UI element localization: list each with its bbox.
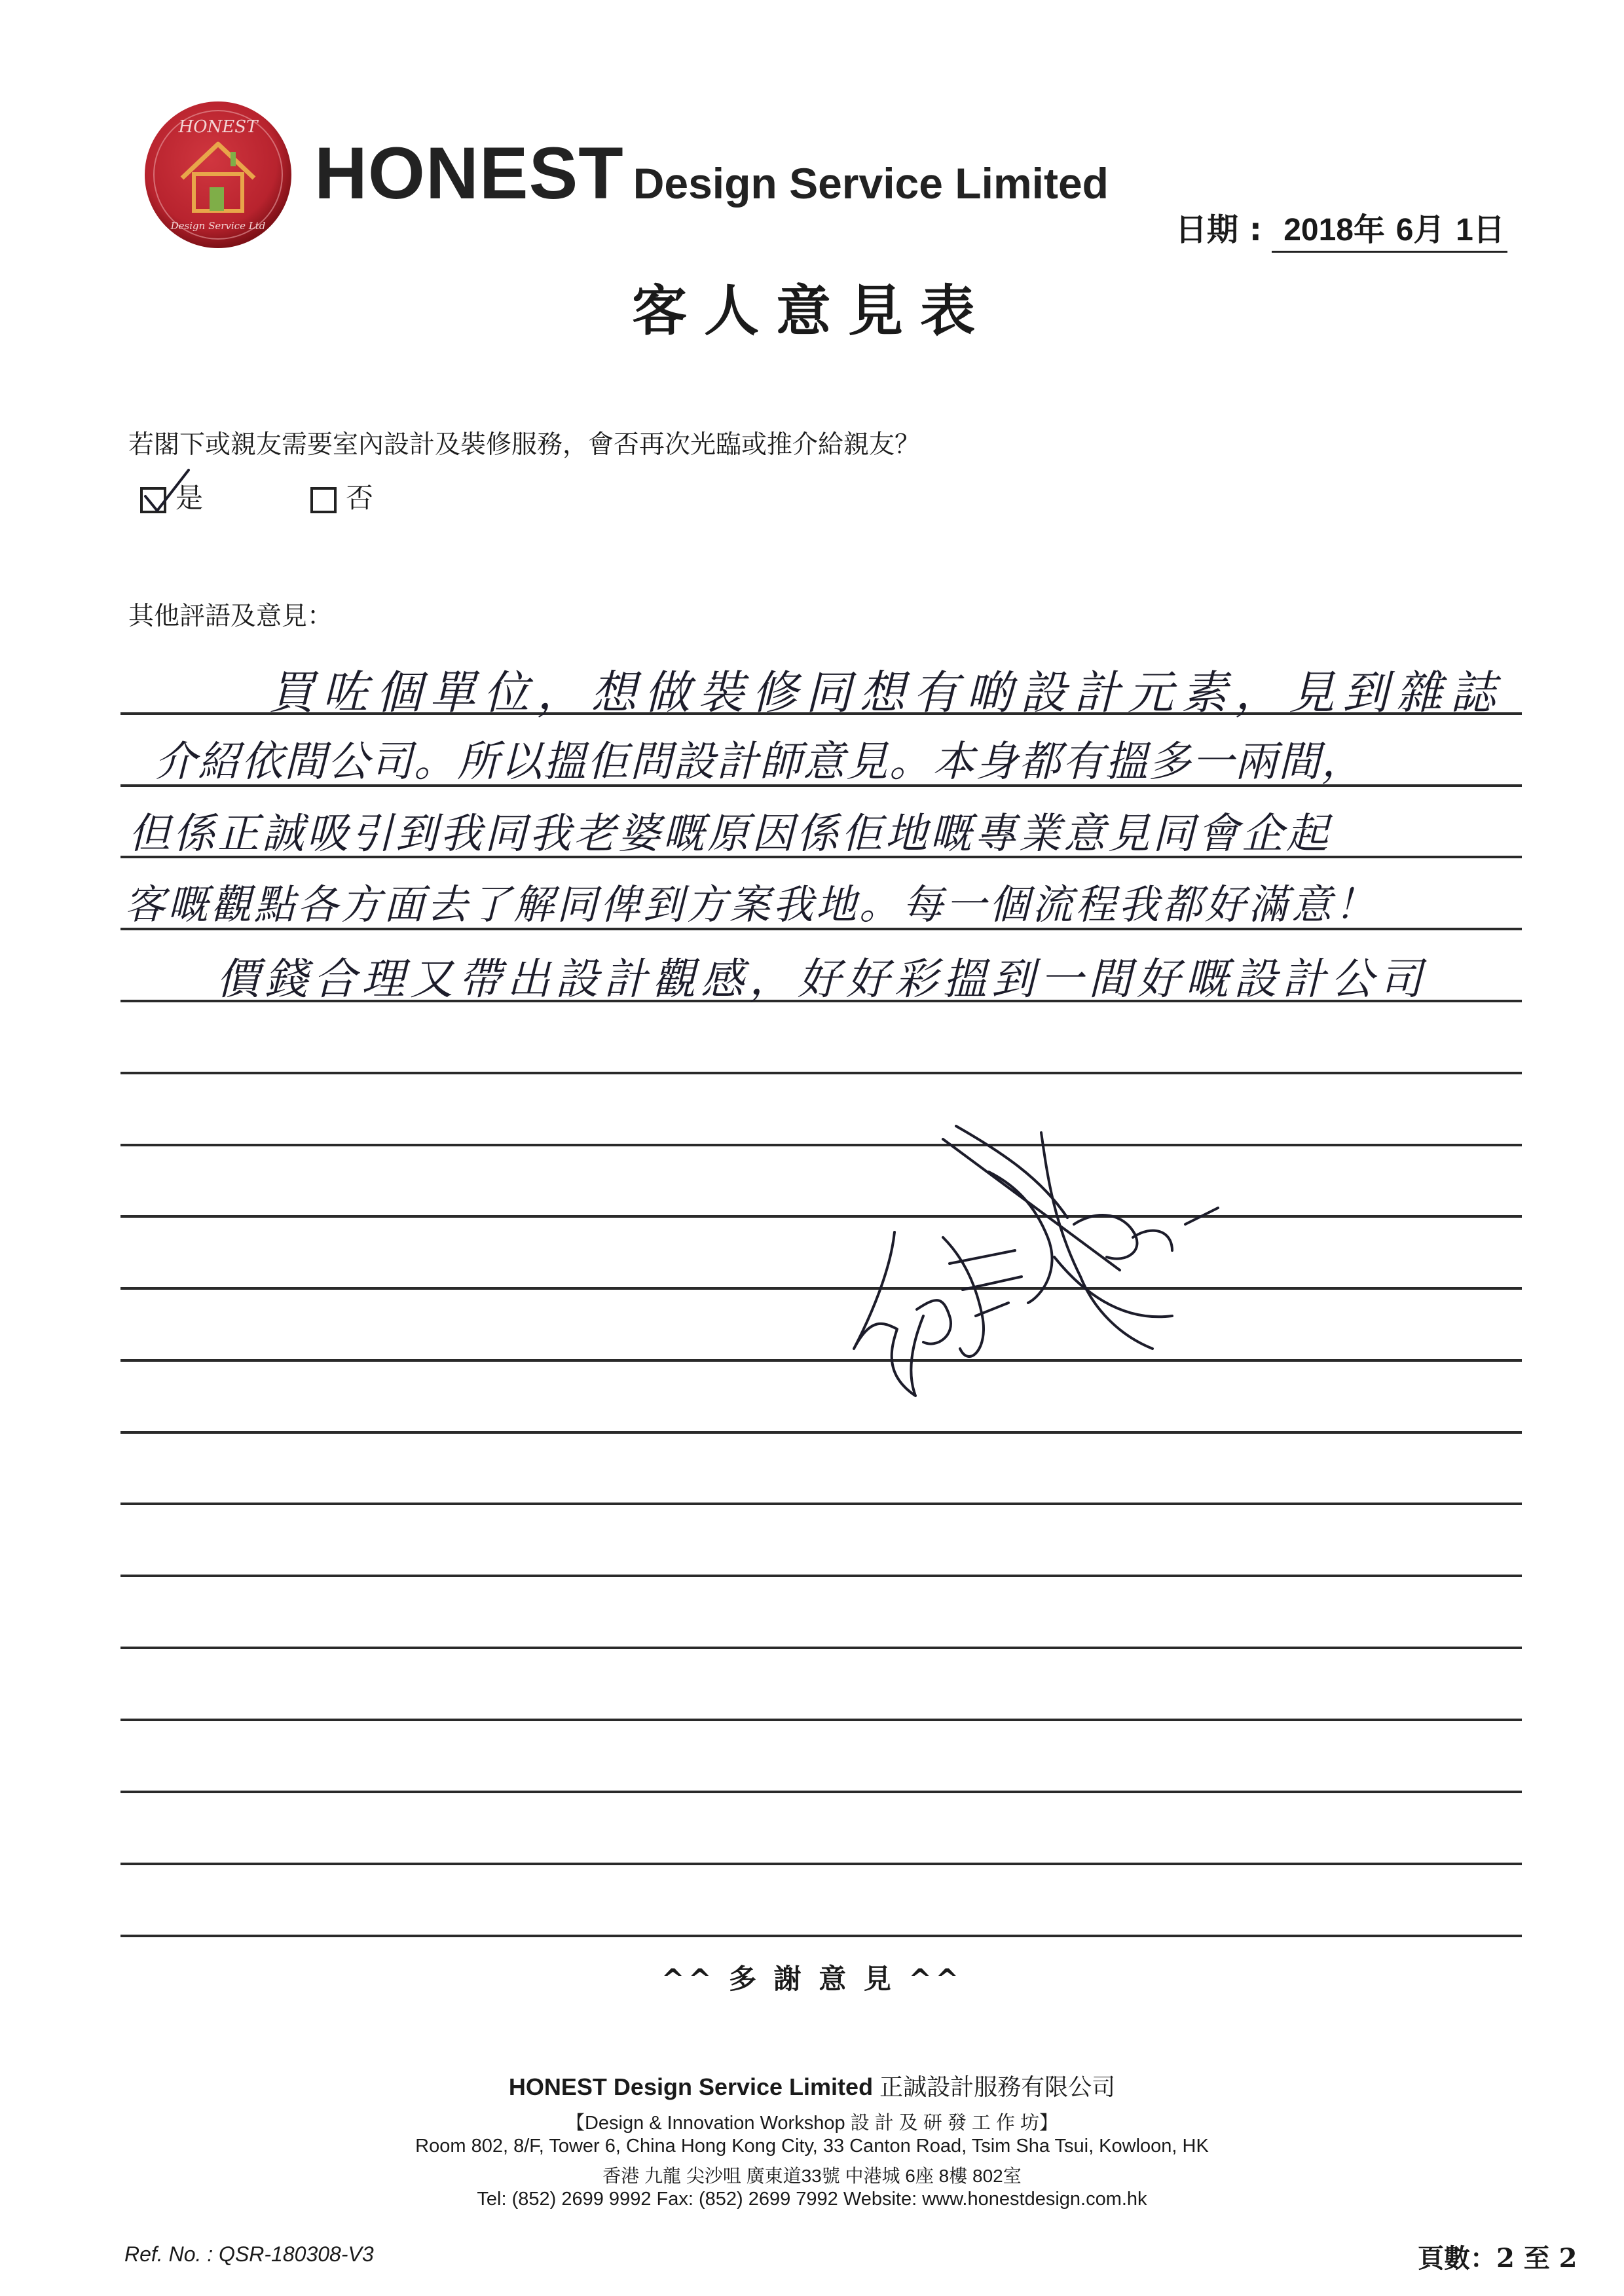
logo-subtext: Design Service Ltd (170, 220, 266, 232)
comment-rule (120, 1359, 1522, 1362)
check-mark-icon (140, 467, 193, 520)
date-year-unit: 年 (1353, 211, 1385, 248)
date-row (1175, 204, 1507, 253)
date-day: 1 (1456, 213, 1473, 247)
comment-rule (120, 1431, 1522, 1434)
date-value (1272, 204, 1507, 253)
form-title: 客人意見表 (631, 278, 992, 343)
option-yes-label: 是 (175, 482, 204, 514)
page-count: 頁數：2 至 2 (1418, 2243, 1578, 2274)
no-checkbox[interactable] (310, 487, 337, 513)
option-no-label: 否 (346, 482, 374, 514)
handwritten-comment-line: 客嘅觀點各方面去了解同俾到方案我地。每一個流程我都好滿意！ (124, 881, 1378, 928)
comment-rule (120, 1215, 1522, 1218)
footer-address-en: Room 802, 8/F, Tower 6, China Hong Kong City, 33 Canton Road, Tsim Sha Tsui, Kowloon, HK (415, 2136, 1209, 2157)
handwritten-comment-line: 但係正誠吸引到我同我老婆嘅原因係佢地嘅專業意見同會企起 (128, 810, 1331, 858)
footer-company (0, 2069, 1624, 2102)
comment-rule (120, 1144, 1522, 1146)
date-month: 6 (1395, 213, 1414, 247)
comment-rule (120, 1719, 1522, 1721)
footer-company-en: HONEST Design Service Limited (508, 2073, 874, 2100)
customer-signature (845, 1100, 1238, 1414)
comment-rule (120, 1791, 1522, 1793)
reference-number: Ref. No. : QSR-180308-V3 (124, 2242, 374, 2266)
footer-address-zh: 香港 九龍 尖沙咀 廣東道33號 中港城 6座 8樓 802室 (602, 2166, 1022, 2186)
company-name-big: HONEST (314, 132, 624, 214)
date-year: 2018 (1283, 213, 1354, 247)
date-day-unit: 日 (1473, 211, 1505, 248)
comment-rule (120, 1863, 1522, 1865)
comment-rule (120, 1575, 1522, 1577)
recommend-question: 若閣下或親友需要室內設計及裝修服務，會否再次光臨或推介給親友？ (128, 430, 921, 460)
handwritten-comment-line: 價錢合理又帶出設計觀感，好好彩搵到一間好嘅設計公司 (216, 954, 1428, 1004)
comments-label: 其他評語及意見： (128, 602, 333, 631)
company-name-small: Design Service Limited (633, 159, 1109, 208)
comment-rule (120, 1072, 1522, 1074)
footer-company-zh: 正誠設計服務有限公司 (879, 2073, 1116, 2100)
footer-workshop: 【Design & Innovation Workshop 設 計 及 研 發 工 作 坊】 (565, 2113, 1059, 2134)
thanks-message: ^^ 多 謝 意 見 ^^ (661, 1963, 963, 1995)
handwritten-comment-line: 介紹依間公司。所以搵佢問設計師意見。本身都有搵多一兩間， (155, 738, 1365, 786)
footer-contact: Tel: (852) 2699 9992 Fax: (852) 2699 7992 Website: www.honestdesign.com.hk (477, 2189, 1147, 2210)
handwritten-comment-line: 買咗個單位，想做裝修同想有啲設計元素，見到雜誌 (268, 666, 1504, 720)
comment-rule (120, 1935, 1522, 1937)
yes-checkbox[interactable] (140, 487, 166, 513)
company-logo-seal (141, 98, 295, 252)
logo-text: HONEST (178, 117, 258, 137)
comment-rule (120, 1647, 1522, 1649)
date-month-unit: 月 (1413, 211, 1445, 248)
option-yes[interactable] (140, 477, 203, 516)
date-label: 日期 : (1175, 211, 1262, 248)
company-name-heading (314, 131, 1109, 215)
option-no[interactable] (310, 477, 373, 516)
comment-rule (120, 1287, 1522, 1290)
comment-rule (120, 1503, 1522, 1505)
